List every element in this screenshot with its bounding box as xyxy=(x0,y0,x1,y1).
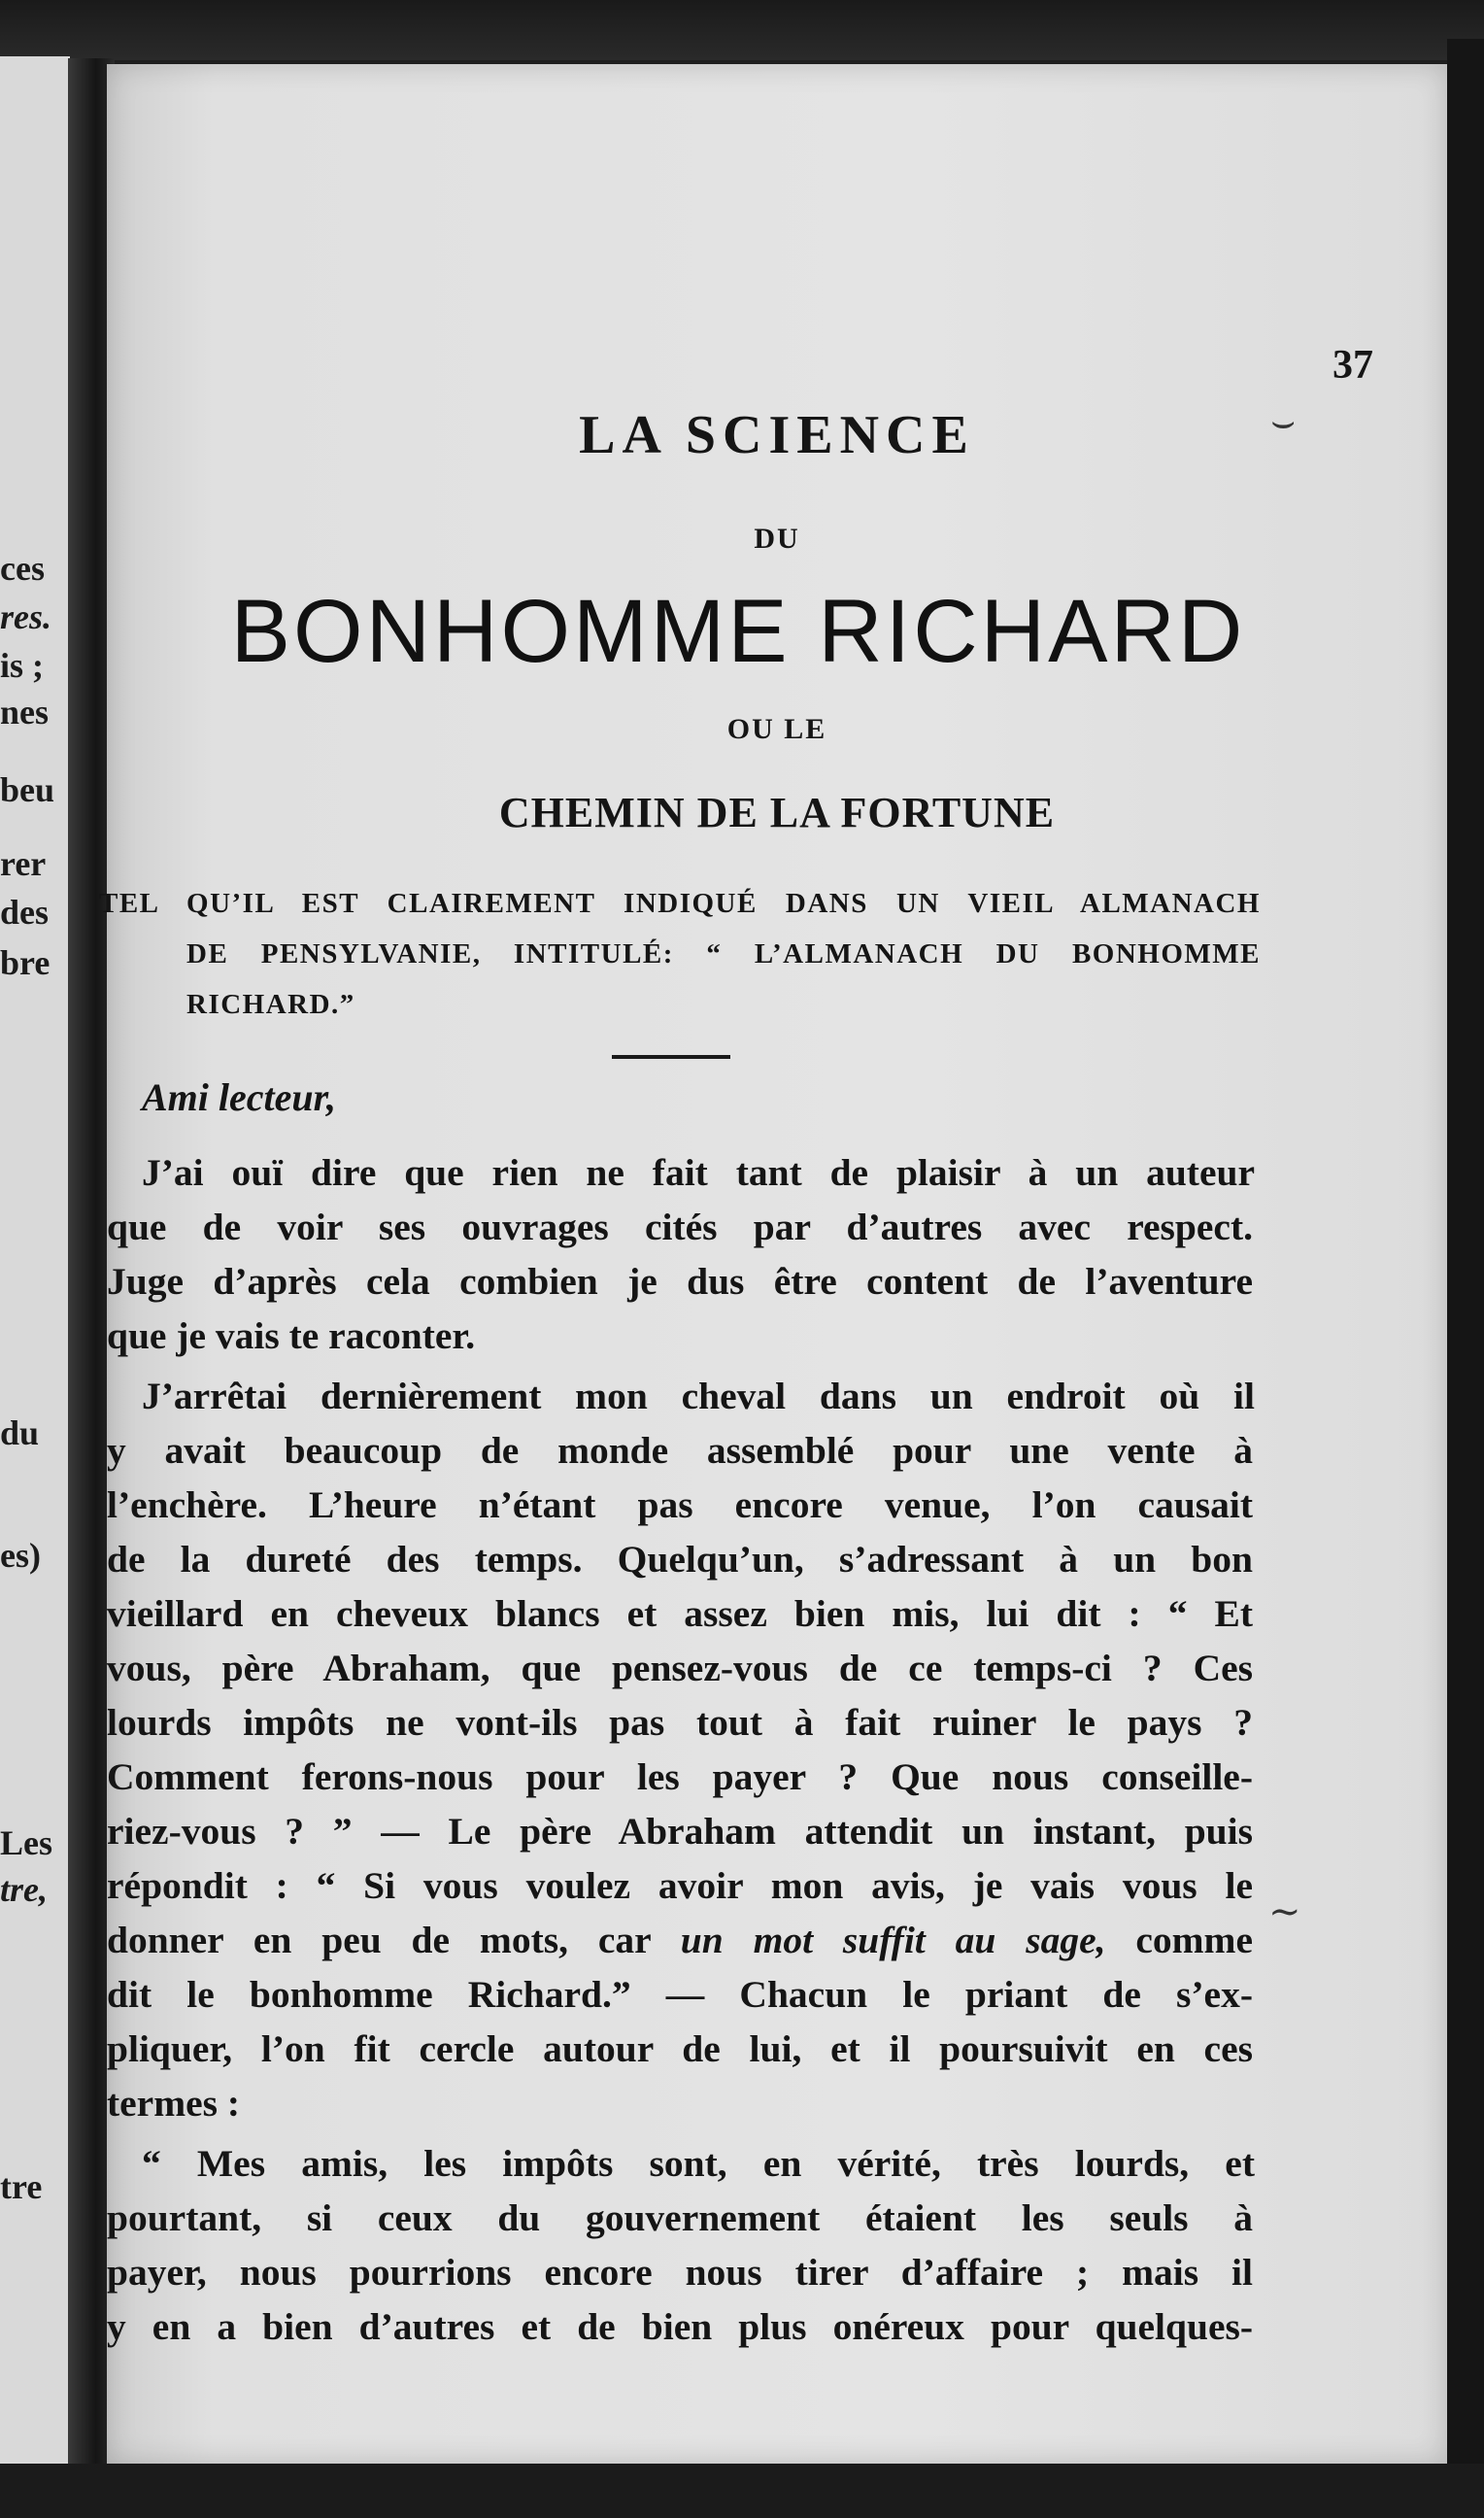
heading-line-2: DU xyxy=(754,523,800,555)
body-line: Comment ferons-nous pour les payer ? Que nous conseille- xyxy=(107,1755,1253,1798)
heading-line-1: LA SCIENCE xyxy=(579,405,975,465)
subtitle-line: RICHARD.” xyxy=(186,989,355,1020)
body-line: lourds impôts ne vont-ils pas tout à fait ruiner le pays ? xyxy=(107,1701,1253,1744)
left-page-fragment: nes xyxy=(0,693,50,732)
left-page-fragment: rer xyxy=(0,844,47,883)
italic-maxim: un mot suffit au sage, xyxy=(680,1919,1106,1961)
left-page-fragment: is ; xyxy=(0,646,44,685)
body-line: Juge d’après cela combien je dus être content de l’aventure xyxy=(107,1260,1253,1303)
pencil-mark-icon: ⌣ xyxy=(1270,399,1297,443)
body-line: payer, nous pourrions encore nous tirer d’affaire ; mais il xyxy=(107,2251,1253,2294)
body-line: pourtant, si ceux du gouvernement étaient les seuls à xyxy=(107,2196,1253,2239)
subtitle-line: TEL QU’IL EST CLAIREMENT INDIQUÉ DANS UN VIEIL ALMANACH xyxy=(99,888,1261,919)
left-page-fragment: bre xyxy=(0,943,51,982)
body-line: J’ai ouï dire que rien ne fait tant de plaisir à un auteur xyxy=(142,1151,1255,1194)
body-line: vous, père Abraham, que pensez-vous de ce temps-ci ? Ces xyxy=(107,1647,1253,1689)
body-line: termes : xyxy=(107,2082,241,2125)
pencil-mark-icon: ∼ xyxy=(1268,1889,1301,1933)
left-page-fragment: du xyxy=(0,1413,40,1452)
scanner-background-bottom xyxy=(0,2464,1484,2518)
left-page-fragment: tre xyxy=(0,2167,43,2206)
body-line: pliquer, l’on fit cercle autour de lui, et il poursuivit en ces xyxy=(107,2027,1253,2070)
body-line: y en a bien d’autres et de bien plus onéreux pour quelques- xyxy=(107,2305,1253,2348)
left-page-fragment: ces xyxy=(0,549,45,588)
body-line: dit le bonhomme Richard.” — Chacun le priant de s’ex- xyxy=(107,1973,1253,2016)
subtitle-line: DE PENSYLVANIE, INTITULÉ: “ L’ALMANACH DU BONHOMME xyxy=(186,938,1261,970)
body-line: riez-vous ? ” — Le père Abraham attendit un instant, puis xyxy=(107,1810,1253,1853)
body-line: y avait beaucoup de monde assemblé pour une vente à xyxy=(107,1429,1253,1472)
body-line: de la dureté des temps. Quelqu’un, s’adressant à un bon xyxy=(107,1538,1253,1581)
scanner-background-right xyxy=(1447,39,1484,2518)
heading-line-4: OU LE xyxy=(726,713,827,745)
previous-page-edge xyxy=(0,56,70,2466)
page-number: 37 xyxy=(1332,343,1373,388)
book-page xyxy=(99,64,1447,2464)
body-line: donner en peu de mots, car un mot suffit au sage, comme xyxy=(107,1919,1253,1961)
heading-line-5: CHEMIN DE LA FORTUNE xyxy=(498,789,1056,836)
left-page-fragment: Les xyxy=(0,1823,52,1862)
body-line: vieillard en cheveux blancs et assez bien mis, lui dit : “ Et xyxy=(107,1592,1253,1635)
left-page-fragment: beu xyxy=(0,770,55,809)
body-line: que de voir ses ouvrages cités par d’autres avec respect. xyxy=(107,1206,1253,1248)
section-divider xyxy=(612,1055,730,1059)
body-line: J’arrêtai dernièrement mon cheval dans un endroit où il xyxy=(142,1375,1255,1417)
scanner-background-top xyxy=(0,0,1484,60)
left-page-fragment: res. xyxy=(0,597,51,636)
salutation: Ami lecteur, xyxy=(142,1075,336,1119)
body-line: “ Mes amis, les impôts sont, en vérité, très lourds, et xyxy=(142,2142,1255,2185)
body-line: que je vais te raconter. xyxy=(107,1314,476,1357)
page-title: BONHOMME RICHARD xyxy=(230,582,1246,681)
body-line: l’enchère. L’heure n’étant pas encore venue, l’on causait xyxy=(107,1483,1253,1526)
left-page-fragment: tre, xyxy=(0,1870,48,1909)
body-line: répondit : “ Si vous voulez avoir mon avis, je vais vous le xyxy=(107,1864,1253,1907)
left-page-fragment: es) xyxy=(0,1536,41,1575)
left-page-fragment: des xyxy=(0,893,50,932)
